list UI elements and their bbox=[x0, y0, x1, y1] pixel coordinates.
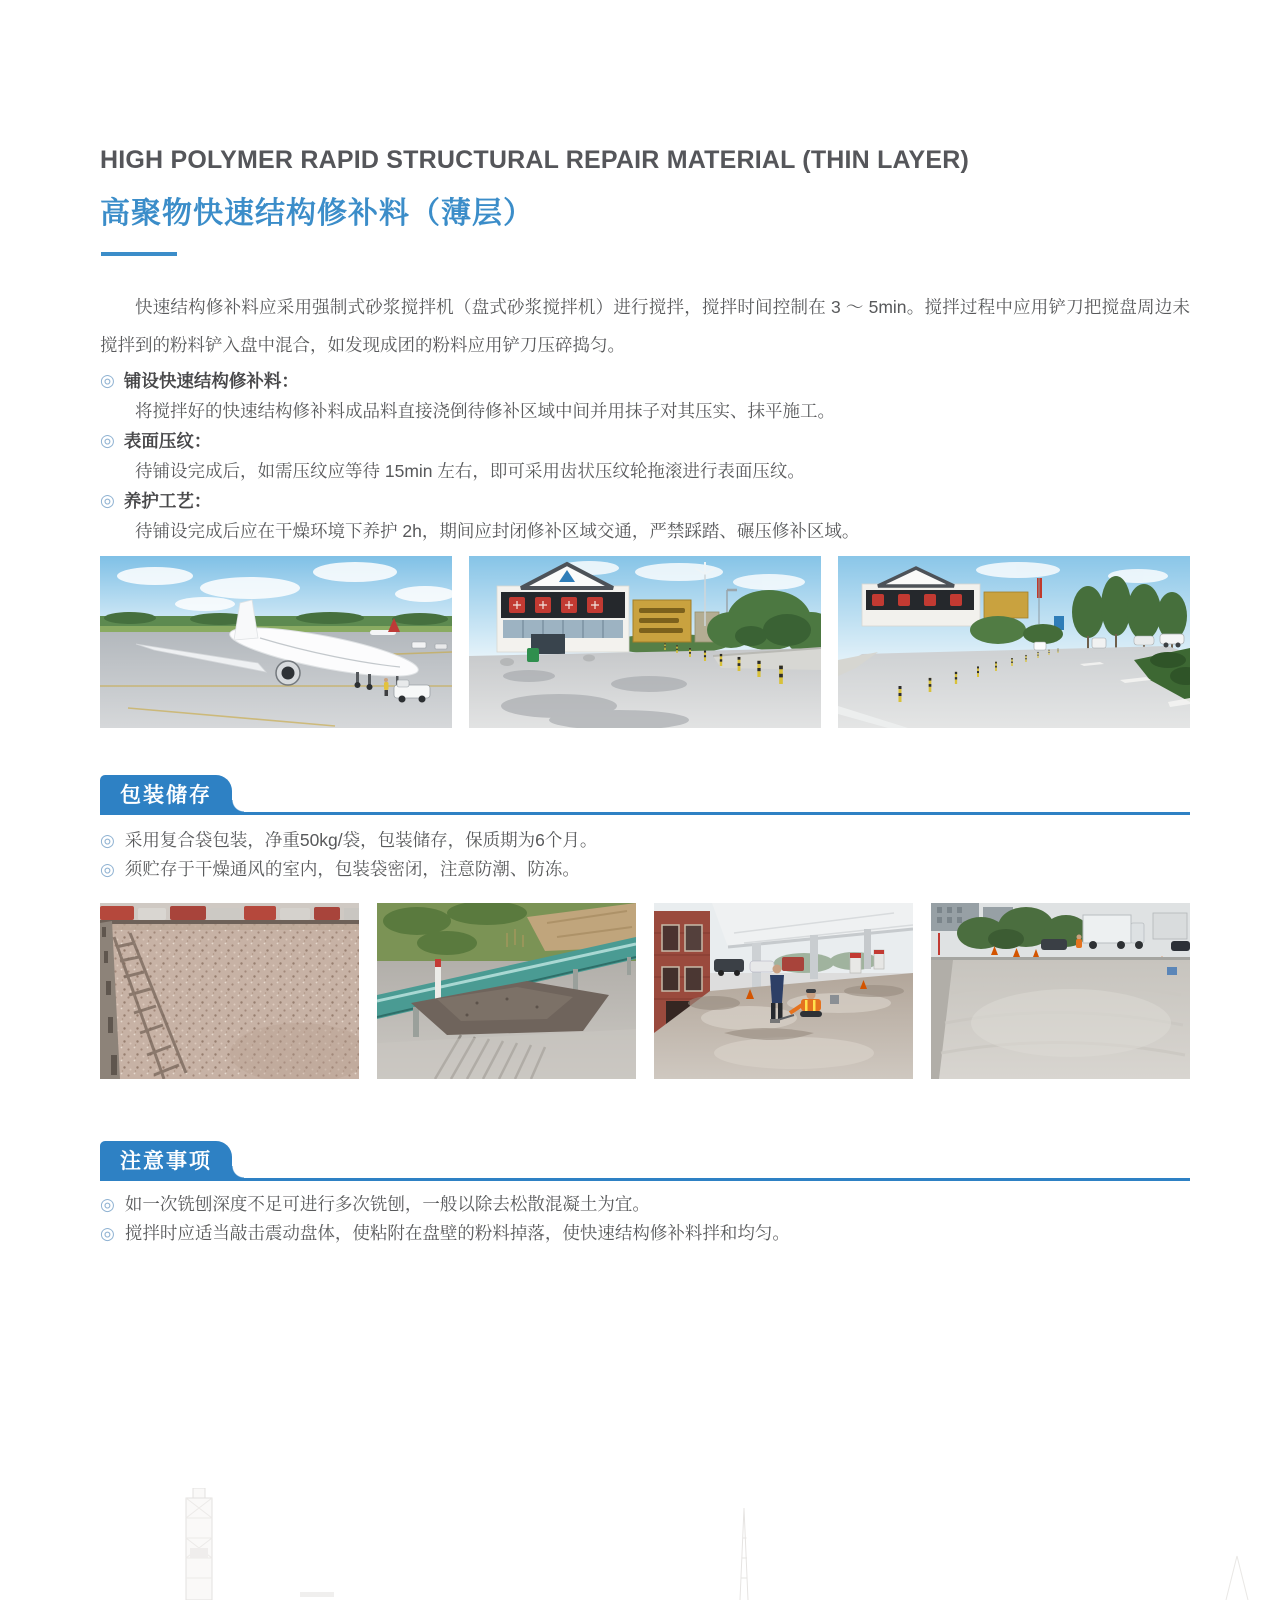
intro-paragraph: 快速结构修补料应采用强制式砂浆搅拌机（盘式砂浆搅拌机）进行搅拌，搅拌时间控制在 3 ～ 5min。搅拌过程中应用铲刀把搅盘周边未搅拌到的粉料铲入盘中混合，如发现成团的粉料应用铲刀压碎捣匀。 bbox=[100, 297, 1190, 355]
photo-finished-surface bbox=[931, 903, 1190, 1079]
step-item bbox=[100, 486, 1190, 546]
photo-row-applications bbox=[100, 556, 1190, 728]
section-rule bbox=[100, 1178, 1190, 1181]
bullet-text: 如一次铣刨深度不足可进行多次铣刨，一般以除去松散混凝土为宜。 bbox=[124, 1194, 650, 1214]
section-title: 包装储存 bbox=[120, 783, 212, 807]
photo-guardrail-patch bbox=[377, 903, 636, 1079]
section-tab bbox=[100, 775, 232, 812]
page-title-en: HIGH POLYMER RAPID STRUCTURAL REPAIR MATERIAL (THIN LAYER) bbox=[100, 146, 970, 174]
ring-bullet-icon: ◎ bbox=[100, 831, 115, 850]
step-label: 表面压纹： bbox=[123, 431, 212, 451]
step-desc: 待铺设完成后，如需压纹应等待 15min 左右，即可采用齿状压纹轮拖滚进行表面压纹。 bbox=[135, 461, 805, 481]
photo-row-construction bbox=[100, 903, 1190, 1079]
bullet-text: 采用复合袋包装，净重50kg/袋，包装储存，保质期为6个月。 bbox=[124, 830, 598, 850]
skyline-watermark bbox=[0, 1488, 1287, 1600]
section-packaging-storage bbox=[100, 775, 1190, 815]
photo-gas-station-repair bbox=[654, 903, 913, 1079]
step-item bbox=[100, 366, 1190, 426]
ring-bullet-icon: ◎ bbox=[100, 1195, 115, 1214]
list-item bbox=[100, 855, 1190, 884]
list-item bbox=[100, 1190, 1190, 1219]
section-title: 注意事项 bbox=[120, 1149, 212, 1173]
photo-service-area-road bbox=[838, 556, 1190, 728]
ring-bullet-icon: ◎ bbox=[100, 491, 115, 510]
step-item bbox=[100, 426, 1190, 486]
page-title-zh: 高聚物快速结构修补料（薄层） bbox=[100, 197, 534, 230]
section-tab bbox=[100, 1141, 232, 1178]
precautions-bullets bbox=[100, 1190, 1190, 1248]
photo-milled-pavement bbox=[100, 903, 359, 1079]
ring-bullet-icon: ◎ bbox=[100, 1224, 115, 1243]
photo-aircraft-on-apron bbox=[100, 556, 452, 728]
ring-bullet-icon: ◎ bbox=[100, 371, 115, 390]
list-item bbox=[100, 826, 1190, 855]
procedure-steps bbox=[100, 366, 1190, 546]
bullet-text: 搅拌时应适当敲击震动盘体，使粘附在盘壁的粉料掉落，使快速结构修补料拌和均匀。 bbox=[124, 1223, 790, 1243]
list-item bbox=[100, 1219, 1190, 1248]
step-label: 铺设快速结构修补料： bbox=[123, 371, 299, 391]
step-label: 养护工艺： bbox=[123, 491, 212, 511]
photo-service-area-entrance bbox=[469, 556, 821, 728]
title-underline bbox=[101, 252, 177, 256]
section-precautions bbox=[100, 1141, 1190, 1181]
mixing-instructions bbox=[100, 288, 1190, 364]
ring-bullet-icon: ◎ bbox=[100, 860, 115, 879]
step-desc: 将搅拌好的快速结构修补料成品料直接浇倒待修补区域中间并用抹子对其压实、抹平施工。 bbox=[135, 401, 835, 421]
packaging-bullets bbox=[100, 826, 1190, 884]
step-desc: 待铺设完成后应在干燥环境下养护 2h，期间应封闭修补区域交通，严禁踩踏、碾压修补区域。 bbox=[135, 521, 860, 541]
section-rule bbox=[100, 812, 1190, 815]
bullet-text: 须贮存于干燥通风的室内，包装袋密闭，注意防潮、防冻。 bbox=[124, 859, 580, 879]
ring-bullet-icon: ◎ bbox=[100, 431, 115, 450]
